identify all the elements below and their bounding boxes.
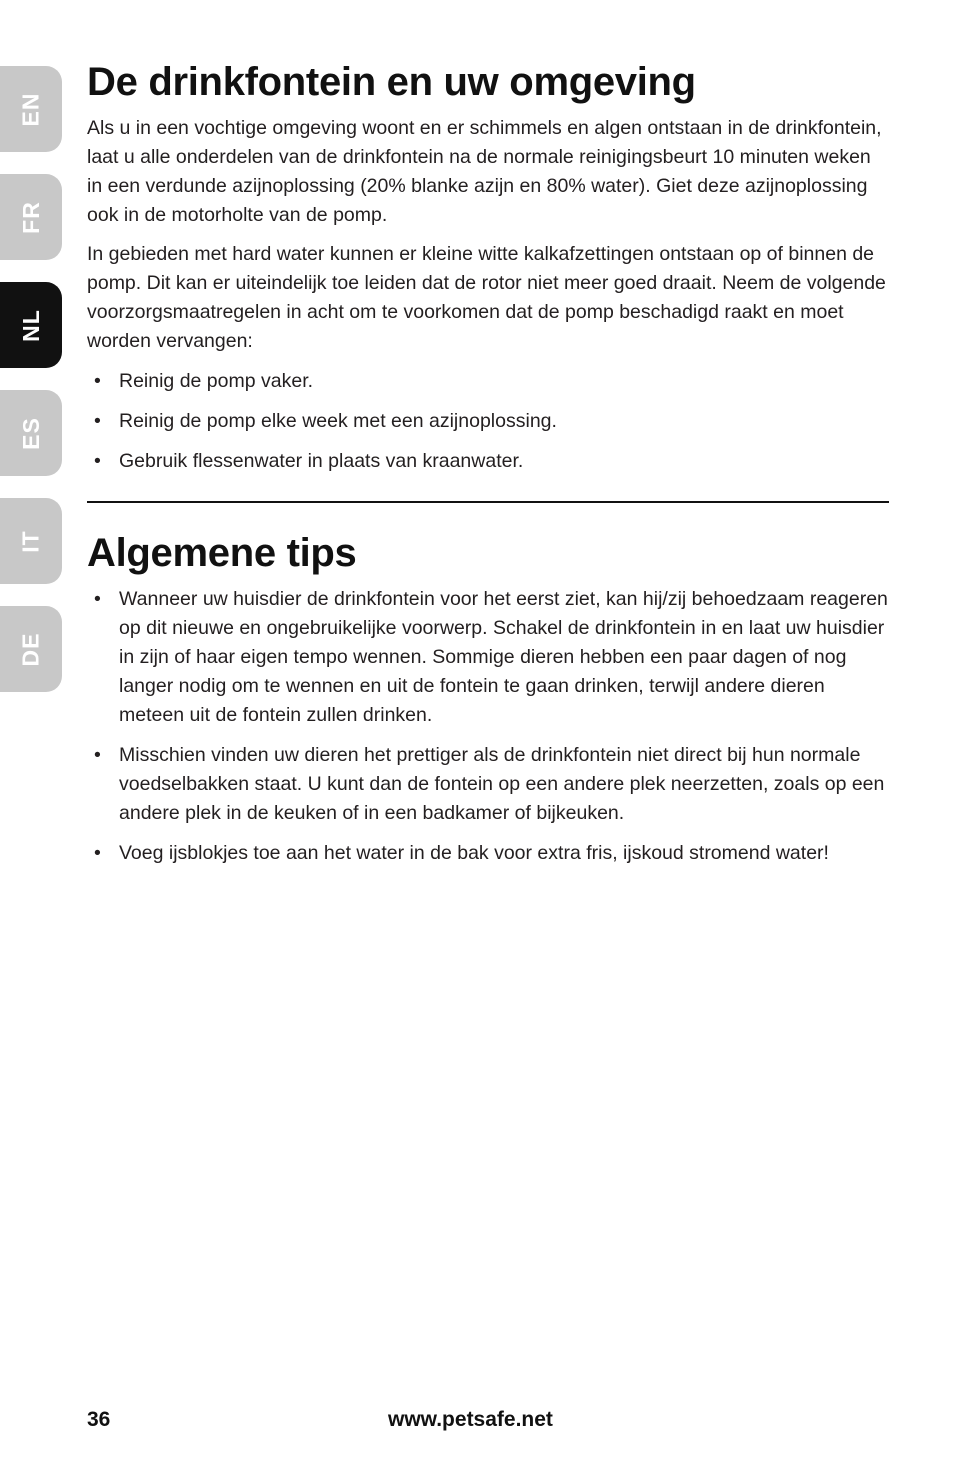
list-item bbox=[87, 407, 890, 436]
tab-label: FR bbox=[17, 200, 44, 234]
bullet-icon: • bbox=[94, 588, 101, 610]
list-item-text: Voeg ijsblokjes toe aan het water in de bak voor extra fris, ijskoud stromend water! bbox=[119, 842, 829, 864]
tab-de[interactable] bbox=[0, 606, 62, 692]
section-divider bbox=[87, 501, 889, 503]
page-number: 36 bbox=[87, 1408, 111, 1431]
list-item-text: Gebruik flessenwater in plaats van kraanwater. bbox=[119, 450, 524, 472]
bullet-icon: • bbox=[94, 842, 101, 864]
main-content bbox=[87, 56, 890, 879]
tab-it[interactable] bbox=[0, 498, 62, 584]
list-item-text: Reinig de pomp elke week met een azijnoplossing. bbox=[119, 410, 557, 432]
bullet-list bbox=[87, 367, 890, 476]
list-item-text: Wanneer uw huisdier de drinkfontein voor het eerst ziet, kan hij/zij behoedzaam reageren op dit nieuwe en ongebruikelijke voorwerp. Schakel de drinkfontein in en laat uw huisdier in zijn of haar eigen tempo wennen. Sommige dieren hebben een paar dagen of nog langer nodig om te wennen en uit de fontein te gaan drinken, terwijl andere dieren meteen uit de fontein zullen drinken. bbox=[119, 588, 888, 726]
footer-url-link[interactable]: www.petsafe.net bbox=[388, 1408, 553, 1431]
tab-label: IT bbox=[17, 529, 44, 553]
section-title: De drinkfontein en uw omgeving bbox=[87, 60, 696, 104]
bullet-icon: • bbox=[94, 450, 101, 472]
bullet-icon: • bbox=[94, 744, 101, 766]
tab-label: NL bbox=[17, 308, 44, 342]
list-item bbox=[87, 741, 890, 828]
bullet-list bbox=[87, 585, 890, 868]
list-item-text: Reinig de pomp vaker. bbox=[119, 370, 314, 392]
list-item-text: Misschien vinden uw dieren het prettiger als de drinkfontein niet direct bij hun normale voedselbakken staat. U kunt dan de fontein op een andere plek neerzetten, zoals op een andere plek in de keuken of in een badkamer of bijkeuken. bbox=[119, 744, 885, 824]
tab-es[interactable] bbox=[0, 390, 62, 476]
tab-label: EN bbox=[17, 92, 44, 126]
tab-fr[interactable] bbox=[0, 174, 62, 260]
tab-en[interactable] bbox=[0, 66, 62, 152]
paragraph: Als u in een vochtige omgeving woont en er schimmels en algen ontstaan in de drinkfontein, laat u alle onderdelen van de drinkfontein na de normale reinigingsbeurt 10 minuten weken in een verdunde azijnoplossing (20% blanke azijn en 80% water). Giet deze azijnoplossing ook in de motorholte van de pomp. bbox=[87, 117, 882, 226]
paragraph: In gebieden met hard water kunnen er kleine witte kalkafzettingen ontstaan op of binnen de pomp. Dit kan er uiteindelijk toe leiden dat de rotor niet meer goed draait. Neem de volgende voorzorgsmaatregelen in acht om te voorkomen dat de pomp beschadigd raakt en moet worden vervangen: bbox=[87, 243, 886, 352]
list-item bbox=[87, 839, 890, 868]
tab-nl[interactable] bbox=[0, 282, 62, 368]
section-general-tips bbox=[87, 527, 890, 868]
list-item bbox=[87, 367, 890, 396]
list-item bbox=[87, 447, 890, 476]
tab-label: ES bbox=[17, 416, 44, 450]
bullet-icon: • bbox=[94, 370, 101, 392]
list-item bbox=[87, 585, 890, 730]
bullet-icon: • bbox=[94, 410, 101, 432]
section-title: Algemene tips bbox=[87, 531, 357, 575]
tab-label: DE bbox=[17, 632, 44, 666]
section-environment bbox=[87, 56, 890, 476]
